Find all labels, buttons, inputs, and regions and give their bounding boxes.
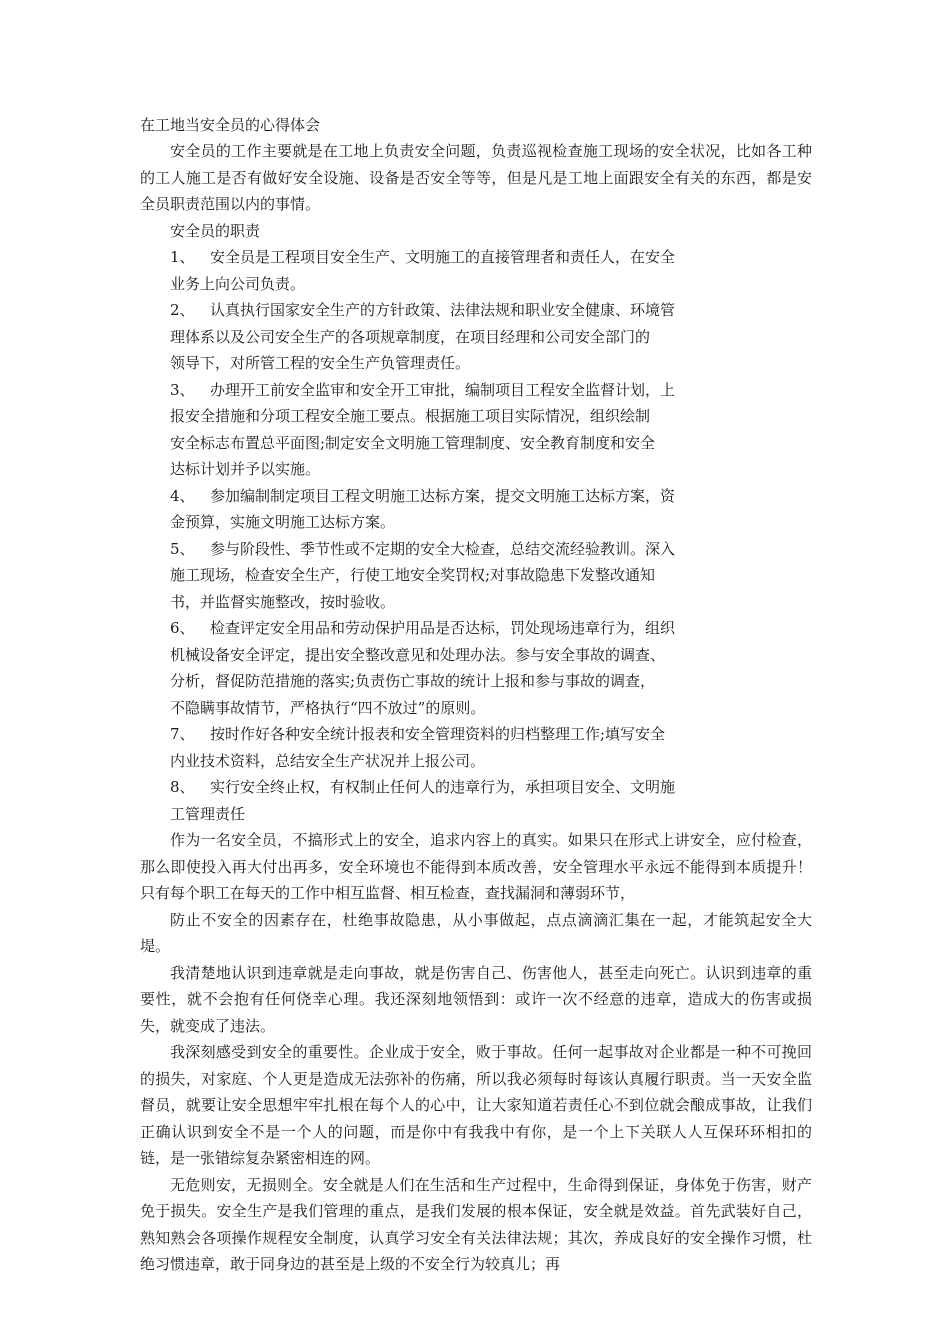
duty-text: 达标计划并予以实施。 — [170, 460, 321, 478]
duty-number: 6、 — [170, 619, 195, 637]
duty-text: 内业技术资料，总结安全生产状况并上报公司。 — [170, 751, 486, 770]
duty-text: 报安全措施和分项工程安全施工要点。根据施工项目实际情况，组织绘制 — [170, 407, 651, 425]
duty-line — [170, 350, 730, 377]
body-paragraph: 我清楚地认识到违章就是走向事故，就是伤害自己、伤害他人，甚至走向死亡。认识到违章的重要性，就不会抱有任何侥幸心理。我还深刻地领悟到：或许一次不经意的违章，造成大的伤害或损失，就变成了违法。 — [140, 963, 812, 1035]
duty-text: 按时作好各种安全统计报表和安全管理资料的归档整理工作;填写安全 — [210, 725, 666, 743]
body-paragraphs — [140, 827, 812, 1278]
duty-text: 机械设备安全评定，提出安全整改意见和处理办法。参与安全事故的调查、 — [170, 645, 666, 664]
duty-number: 5、 — [170, 539, 195, 558]
duty-line — [170, 642, 730, 669]
duty-line — [170, 483, 730, 510]
duties-heading: 安全员的职责 — [170, 221, 261, 240]
duty-line — [170, 695, 730, 722]
duty-item — [140, 774, 730, 827]
duty-text: 办理开工前安全监审和安全开工审批，编制项目工程安全监督计划，上 — [210, 380, 676, 399]
duty-line — [170, 324, 730, 351]
duty-line — [170, 509, 730, 536]
duty-text: 安全员是工程项目安全生产、文明施工的直接管理者和责任人，在安全 — [210, 248, 676, 266]
duty-text: 检查评定安全用品和劳动保护用品是否达标，罚处现场违章行为，组织 — [210, 619, 676, 637]
duty-number: 2、 — [170, 301, 195, 319]
duty-line — [170, 615, 730, 642]
duty-line — [170, 271, 730, 298]
duty-line — [170, 748, 730, 775]
duty-text: 安全标志布置总平面图;制定安全文明施工管理制度、安全教育制度和安全 — [170, 433, 656, 452]
duty-item — [140, 244, 730, 297]
document-page — [140, 112, 812, 1278]
duty-line — [170, 801, 730, 828]
document-title: 在工地当安全员的心得体会 — [140, 116, 321, 134]
duty-line — [170, 430, 730, 457]
duty-item — [140, 297, 730, 377]
duty-text: 书，并监督实施整改，按时验收。 — [170, 592, 396, 611]
duty-item — [140, 721, 730, 774]
duty-line — [170, 536, 730, 563]
body-paragraph: 我深刻感受到安全的重要性。企业成于安全，败于事故。任何一起事故对企业都是一种不可挽回的损失，对家庭、个人更是造成无法弥补的伤痛，所以我必须每时每该认真履行职责。当一天安全监督员，就要让安全思想牢牢扎根在每个人的心中，让大家知道若责任心不到位就会酿成事故，让我们正确认识到安全不是一个人的问题，而是你中有我我中有你，是一个上下关联人人互保环环相扣的链，是一张错综复杂紧密相连的网。 — [140, 1043, 812, 1167]
duty-line — [170, 668, 730, 695]
duty-number: 3、 — [170, 380, 195, 399]
body-paragraph: 防止不安全的因素存在，杜绝事故隐患，从小事做起，点点滴滴汇集在一起，才能筑起安全大堤。 — [140, 910, 812, 955]
duty-item — [140, 377, 730, 483]
duties-list — [140, 244, 812, 827]
duty-text: 工管理责任 — [170, 804, 246, 823]
duty-line — [170, 774, 730, 801]
duty-line — [170, 589, 730, 616]
duty-item — [140, 483, 730, 536]
duty-text: 参与阶段性、季节性或不定期的安全大检查，总结交流经验教训。深入 — [210, 539, 676, 558]
duty-line — [170, 297, 730, 324]
duty-text: 不隐瞒事故情节，严格执行“四不放过”的原则。 — [170, 698, 486, 717]
duty-line — [170, 244, 730, 271]
duty-item — [140, 615, 730, 721]
duty-text: 领导下，对所管工程的安全生产负管理责任。 — [170, 354, 471, 372]
duty-number: 7、 — [170, 725, 195, 743]
duty-item — [140, 536, 730, 616]
duty-number: 1、 — [170, 248, 195, 266]
duty-text: 金预算，实施文明施工达标方案。 — [170, 513, 396, 531]
duty-line — [170, 456, 730, 483]
body-paragraph: 无危则安，无损则全。安全就是人们在生活和生产过程中，生命得到保证，身体免于伤害，财产免于损失。安全生产是我们管理的重点，是我们发展的根本保证，安全就是效益。首先武装好自己，熟知熟会各项操作规程安全制度，认真学习安全有关法律法规；其次，养成良好的安全操作习惯，杜绝习惯违章，敢于同身边的甚至是上级的不安全行为较真儿；再 — [140, 1175, 812, 1273]
duty-text: 业务上向公司负责。 — [170, 274, 306, 293]
duty-number: 4、 — [170, 486, 195, 505]
body-paragraph: 作为一名安全员，不搞形式上的安全，追求内容上的真实。如果只在形式上讲安全，应付检查，那么即使投入再大付出再多，安全环境也不能得到本质改善，安全管理水平永远不能得到本质提升！只有每个职工在每天的工作中相互监督、相互检查，查找漏洞和薄弱环节， — [140, 831, 812, 902]
duty-text: 施工现场，检查安全生产，行使工地安全奖罚权;对事故隐患下发整改通知 — [170, 566, 656, 584]
duty-text: 理体系以及公司安全生产的各项规章制度，在项目经理和公司安全部门的 — [170, 327, 651, 346]
duty-line — [170, 562, 730, 589]
duty-line — [170, 721, 730, 748]
duty-text: 认真执行国家安全生产的方针政策、法律法规和职业安全健康、环境管 — [210, 301, 676, 319]
duty-number: 8、 — [170, 778, 195, 796]
duty-text: 实行安全终止权，有权制止任何人的违章行为，承担项目安全、文明施 — [210, 778, 676, 796]
duty-line — [170, 403, 730, 430]
duty-text: 分析，督促防范措施的落实;负责伤亡事故的统计上报和参与事故的调查， — [170, 672, 656, 690]
duty-line — [170, 377, 730, 404]
intro-paragraph: 安全员的工作主要就是在工地上负责安全问题，负责巡视检查施工现场的安全状况，比如各工种的工人施工是否有做好安全设施、设备是否安全等等，但是凡是工地上面跟安全有关的东西，都是安全员职责范围以内的事情。 — [140, 142, 812, 213]
duty-text: 参加编制制定项目工程文明施工达标方案，提交文明施工达标方案，资 — [210, 486, 676, 505]
